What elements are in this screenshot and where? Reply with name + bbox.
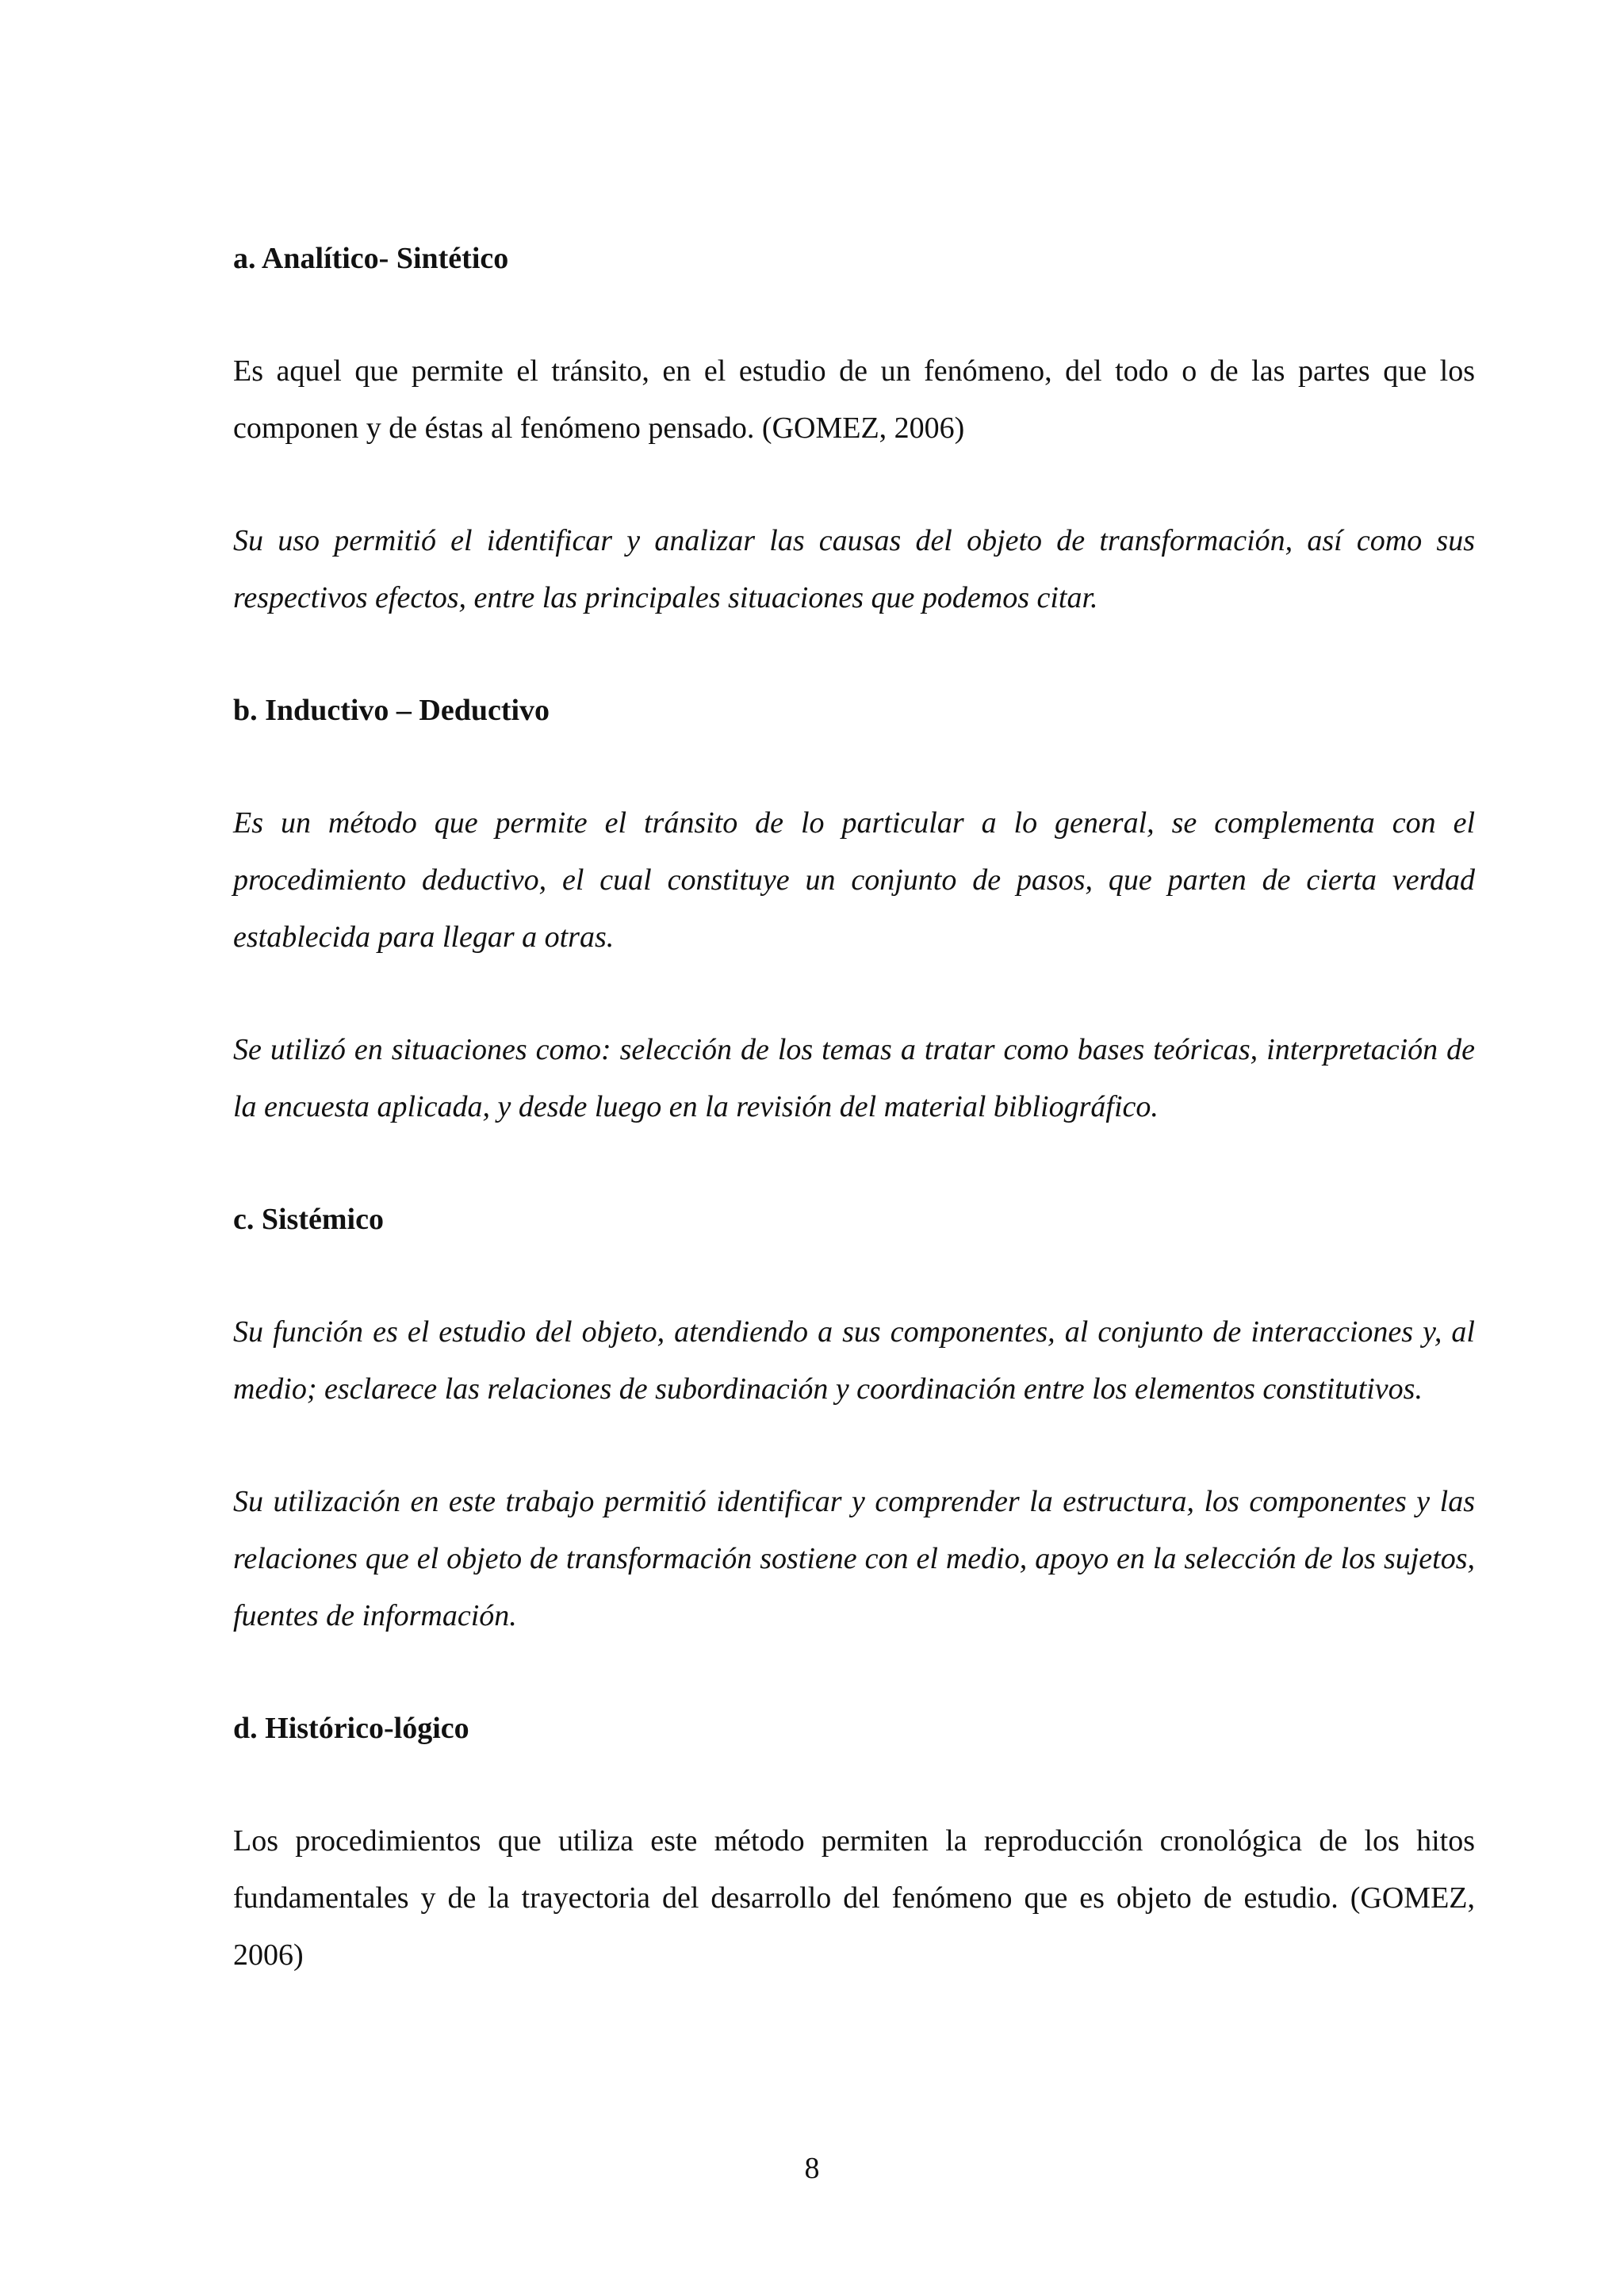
paragraph: Su función es el estudio del objeto, atendiendo a sus componentes, al conjunto de interacciones y, al medio; esclarece las relaciones de subordinación y coordinación entre los elementos constitutivos. [233,1315,1475,1406]
paragraph: Su uso permitió el identificar y analizar las causas del objeto de transformación, así como sus respectivos efectos, entre las principales situaciones que podemos citar. [233,524,1475,614]
paragraph: Los procedimientos que utiliza este método permiten la reproducción cronológica de los hitos fundamentales y de la trayectoria del desarrollo del fenómeno que es objeto de estudio. (GOMEZ, 2006) [233,1824,1475,1972]
paragraph: Se utilizó en situaciones como: selección de los temas a tratar como bases teóricas, interpretación de la encuesta aplicada, y desde luego en la revisión del material bibliográfico. [233,1033,1475,1123]
paragraph: Es aquel que permite el tránsito, en el estudio de un fenómeno, del todo o de las partes que los componen y de éstas al fenómeno pensado. (GOMEZ, 2006) [233,354,1475,445]
page-number: 8 [804,2152,820,2185]
section-heading-analitico-sintetico: a. Analítico- Sintético [233,242,509,275]
section-heading-historico-logico: d. Histórico-lógico [233,1712,469,1745]
paragraph: Su utilización en este trabajo permitió identificar y comprender la estructura, los componentes y las relaciones que el objeto de transformación sostiene con el medio, apoyo en la selección de los sujetos, fuentes de información. [233,1485,1475,1632]
section-heading-sistemico: c. Sistémico [233,1203,384,1236]
section-heading-inductivo-deductivo: b. Inductivo – Deductivo [233,694,550,727]
document-body [233,230,1475,1984]
paragraph: Es un método que permite el tránsito de lo particular a lo general, se complementa con el procedimiento deductivo, el cual constituye un conjunto de pasos, que parten de cierta verdad establecida para llegar a otras. [233,806,1475,954]
